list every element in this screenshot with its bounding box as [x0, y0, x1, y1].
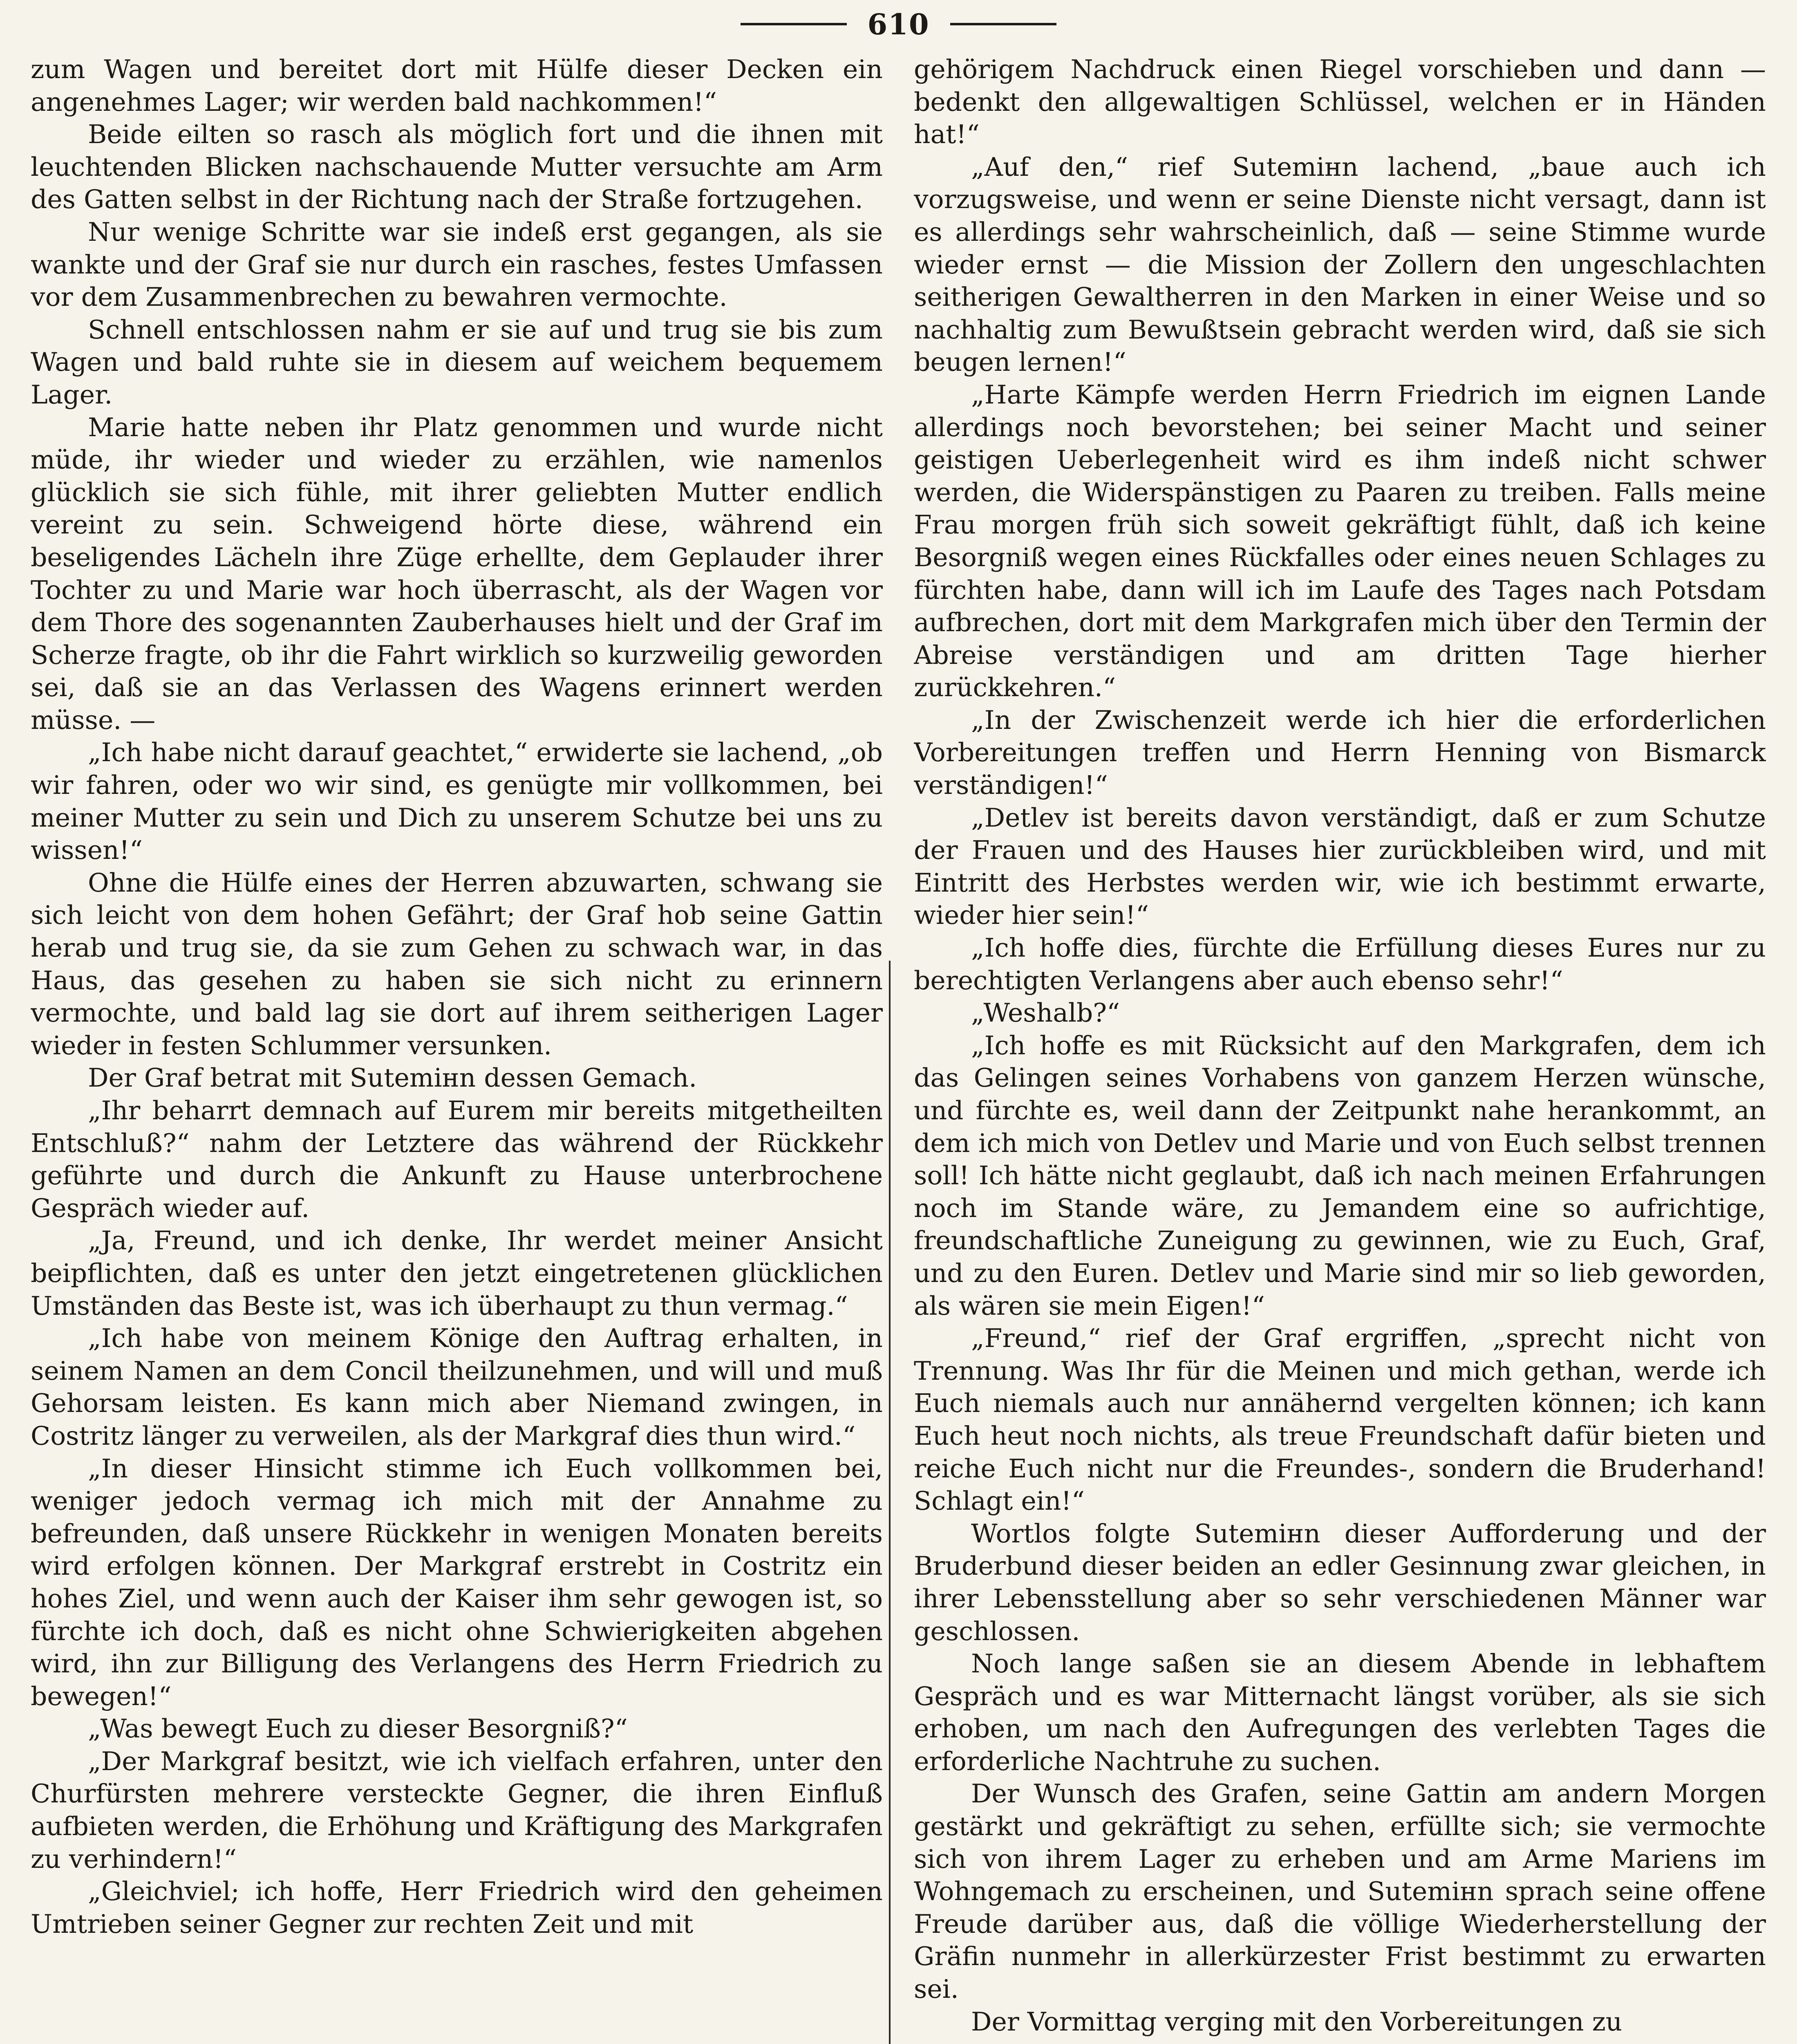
- page-number: 610: [867, 7, 930, 41]
- paragraph: „Ich habe nicht darauf geachtet,“ erwiderte sie lachend, „ob wir fahren, oder wo wir sind, es genügte mir vollkommen, bei meiner Mutter zu sein und Dich zu unserem Schutze bei uns zu wissen!“: [31, 737, 883, 865]
- header-rule-right: [950, 23, 1056, 25]
- paragraph: Ohne die Hülfe eines der Herren abzuwarten, schwang sie sich leicht von dem hohen Gefährt; der Graf hob seine Gattin herab und trug sie, da sie zum Gehen zu schwach war, in das Haus, das gesehen zu haben sie sich nicht zu erinnern vermochte, und bald lag sie dort auf ihrem seitherigen Lager wieder in festen Schlummer versunken.: [31, 867, 883, 1060]
- paragraph: Schnell entschlossen nahm er sie auf und trug sie bis zum Wagen und bald ruhte sie in diesem auf weichem bequemem Lager.: [31, 314, 883, 410]
- paragraph: „Ja, Freund, und ich denke, Ihr werdet meiner Ansicht beipflichten, daß es unter den jetzt eingetretenen glücklichen Umständen das Beste ist, was ich überhaupt zu thun vermag.“: [31, 1226, 883, 1321]
- paragraph: Noch lange saßen sie an diesem Abende in lebhaftem Gespräch und es war Mitternacht längst vorüber, als sie sich erhoben, um nach den Aufregungen des verlebten Tages die erforderliche Nachtruhe zu suchen.: [914, 1649, 1766, 1776]
- page-header: [0, 6, 1797, 43]
- paragraph: „Gleichviel; ich hoffe, Herr Friedrich wird den geheimen Umtrieben seiner Gegner zur rechten Zeit und mit: [31, 1876, 883, 1939]
- paragraph: „Ich hoffe es mit Rücksicht auf den Markgrafen, dem ich das Gelingen seines Vorhabens von ganzem Herzen wünsche, und fürchte es, weil dann der Zeitpunkt nahe herankommt, an dem ich mich von Detlev und Marie und von Euch selbst trennen soll! Ich hätte nicht geglaubt, daß ich nach meinen Erfahrungen noch im Stande wäre, zu Jemandem eine so aufrichtige, freundschaftliche Zuneigung zu gewinnen, wie zu Euch, Graf, und zu den Euren. Detlev und Marie sind mir so lieb geworden, als wären sie mein Eigen!“: [914, 1030, 1766, 1321]
- paragraph: gehörigem Nachdruck einen Riegel vorschieben und dann — bedenkt den allgewaltigen Schlüssel, welchen er in Händen hat!“: [914, 54, 1766, 150]
- paragraph: Der Graf betrat mit Sutemінn dessen Gemach.: [88, 1063, 697, 1093]
- paragraph: Wortlos folgte Sutemінn dieser Aufforderung und der Bruderbund dieser beiden an edler Gesinnung zwar gleichen, in ihrer Lebensstellung aber so sehr verschiedenen Männer war geschlossen.: [914, 1518, 1766, 1646]
- paragraph: „Harte Kämpfe werden Herrn Friedrich im eignen Lande allerdings noch bevorstehen; bei seiner Macht und seiner geistigen Ueberlegenheit wird es ihm indeß nicht schwer werden, die Widerspänstigen zu Paaren zu treiben. Falls meine Frau morgen früh sich soweit gekräftigt fühlt, daß ich keine Besorgniß wegen eines Rückfalles oder eines neuen Schlages zu fürchten habe, dann will ich im Laufe des Tages nach Potsdam aufbrechen, dort mit dem Markgrafen mich über den Termin der Abreise verständigen und am dritten Tage hierher zurückkehren.“: [914, 379, 1766, 703]
- paragraph: Der Wunsch des Grafen, seine Gattin am andern Morgen gestärkt und gekräftigt zu sehen, erfüllte sich; sie vermochte sich von ihrem Lager zu erheben und am Arme Mariens im Wohngemach zu erscheinen, und Sutemінn sprach seine offene Freude darüber aus, daß die völlige Wiederherstellung der Gräfin nunmehr in allerkürzester Frist bestimmt zu erwarten sei.: [914, 1779, 1766, 2004]
- paragraph: Der Vormittag verging mit den Vorbereitungen zu: [971, 2006, 1622, 2037]
- paragraph: „Auf den,“ rief Sutemінn lachend, „baue auch ich vorzugsweise, und wenn er seine Dienste nicht versagt, dann ist es allerdings sehr wahrscheinlich, daß — seine Stimme wurde wieder ernst — die Mission der Zollern den ungeschlachten seitherigen Gewaltherren in den Marken in einer Weise und so nachhaltig zum Bewußtsein gebracht werden wird, daß sie sich beugen lernen!“: [914, 152, 1766, 377]
- paragraph: „Ihr beharrt demnach auf Eurem mir bereits mitgetheilten Entschluß?“ nahm der Letztere das während der Rückkehr geführte und durch die Ankunft zu Hause unterbrochene Gespräch wieder auf.: [31, 1096, 883, 1223]
- paragraph: „In dieser Hinsicht stimme ich Euch vollkommen bei, weniger jedoch vermag ich mich mit der Annahme zu befreunden, daß unsere Rückkehr in wenigen Monaten bereits wird erfolgen können. Der Markgraf erstrebt in Costritz ein hohes Ziel, und wenn auch der Kaiser ihm sehr gewogen ist, so fürchte ich doch, daß es nicht ohne Schwierigkeiten abgehen wird, ihn zur Billigung des Verlangens des Herrn Friedrich zu bewegen!“: [31, 1453, 883, 1711]
- paragraph: Marie hatte neben ihr Platz genommen und wurde nicht müde, ihr wieder und wieder zu erzählen, wie namenlos glücklich sie sich fühle, mit ihrer geliebten Mutter endlich vereint zu sein. Schweigend hörte diese, während ein beseligendes Lächeln ihre Züge erhellte, dem Geplauder ihrer Tochter zu und Marie war hoch überrascht, als der Wagen vor dem Thore des sogenannten Zauberhauses hielt und der Graf im Scherze fragte, ob ihr die Fahrt wirklich so kurzweilig geworden sei, daß sie an das Verlassen des Wagens erinnert werden müsse. —: [31, 412, 883, 735]
- paragraph: „Freund,“ rief der Graf ergriffen, „sprecht nicht von Trennung. Was Ihr für die Meinen und mich gethan, werde ich Euch niemals auch nur annähernd vergelten können; ich kann Euch heut noch nichts, als treue Freundschaft dafür bieten und reiche Euch nicht nur die Freundes-, sondern die Bruderhand! Schlagt ein!“: [914, 1323, 1766, 1516]
- paragraph: „Der Markgraf besitzt, wie ich vielfach erfahren, unter den Churfürsten mehrere versteckte Gegner, die ihren Einfluß aufbieten werden, die Erhöhung und Kräftigung des Markgrafen zu verhindern!“: [31, 1746, 883, 1874]
- paragraph: „In der Zwischenzeit werde ich hier die erforderlichen Vorbereitungen treffen und Herrn Henning von Bismarck verständigen!“: [914, 705, 1766, 800]
- paragraph: zum Wagen und bereitet dort mit Hülfe dieser Decken ein angenehmes Lager; wir werden bald nachkommen!“: [31, 54, 883, 117]
- paragraph: Nur wenige Schritte war sie indeß erst gegangen, als sie wankte und der Graf sie nur durch ein rasches, festes Umfassen vor dem Zusammenbrechen zu bewahren vermochte.: [31, 217, 883, 312]
- paragraph: „Was bewegt Euch zu dieser Besorgniß?“: [88, 1714, 628, 1744]
- text-column-left: [31, 53, 883, 2044]
- paragraph: „Detlev ist bereits davon verständigt, daß er zum Schutze der Frauen und des Hauses hier zurückbleiben wird, und mit Eintritt des Herbstes werden wir, wie ich bestimmt erwarte, wieder hier sein!“: [914, 802, 1766, 930]
- text-column-right: [914, 53, 1766, 2044]
- paragraph: „Ich habe von meinem Könige den Auftrag erhalten, in seinem Namen an dem Concil theilzunehmen, und will und muß Gehorsam leisten. Es kann mich aber Niemand zwingen, in Costritz länger zu verweilen, als der Markgraf dies thun wird.“: [31, 1323, 883, 1451]
- column-divider: [889, 961, 891, 2044]
- paragraph: Beide eilten so rasch als möglich fort und die ihnen mit leuchtenden Blicken nachschauende Mutter versuchte am Arm des Gatten selbst in der Richtung nach der Straße fortzugehen.: [31, 119, 883, 215]
- paragraph: „Weshalb?“: [971, 998, 1120, 1028]
- header-rule-left: [741, 23, 847, 25]
- paragraph: „Ich hoffe dies, fürchte die Erfüllung dieses Eures nur zu berechtigten Verlangens aber auch ebenso sehr!“: [914, 933, 1766, 995]
